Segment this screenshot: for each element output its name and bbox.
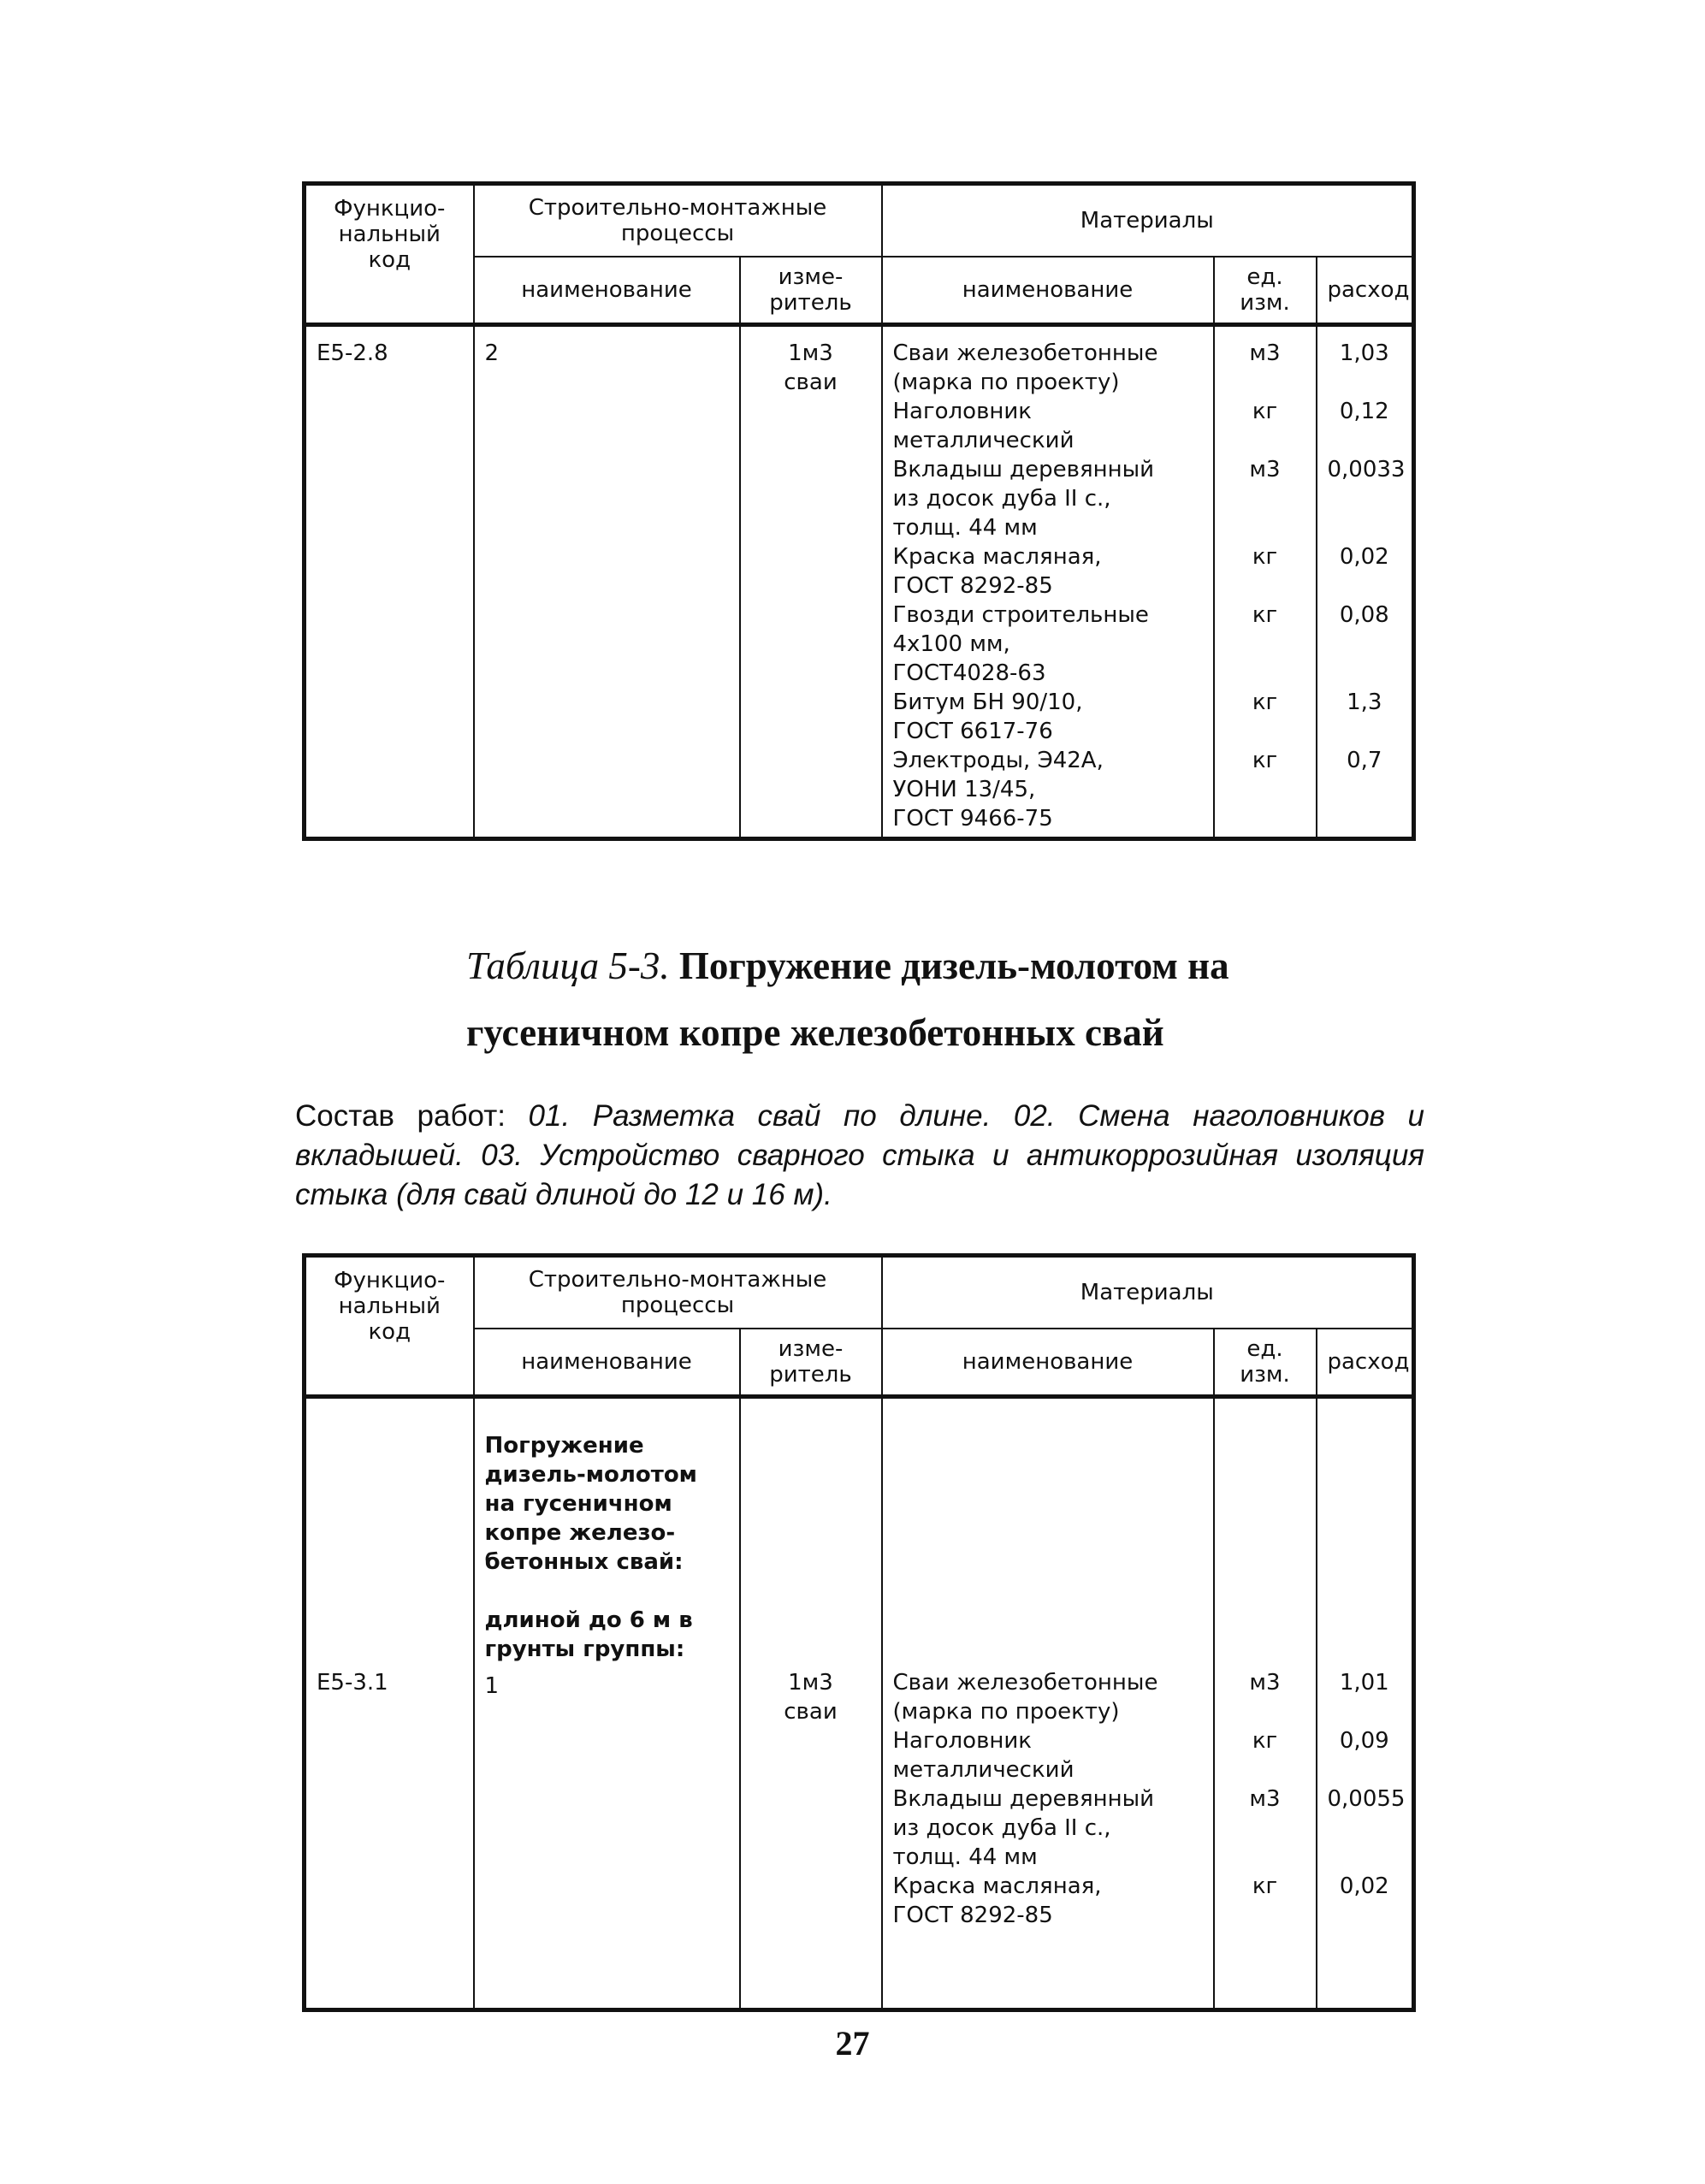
material-line: Вкладыш деревянный [892, 457, 1155, 482]
header-processes-line: процессы [620, 1293, 735, 1318]
unit-value: кг [1252, 748, 1278, 773]
material-line: ГОСТ 9466-75 [892, 806, 1053, 832]
material-item [893, 746, 1203, 833]
header-code-line: нальный [338, 222, 441, 247]
unit-value: кг [1252, 544, 1278, 570]
composition-text: 01. Разметка свай по длине. 02. Смена наголовников и вкладышей. 03. Устройство сварного стыка и антикоррозийная изоляция стыка (для свай длиной до 12 и 16 м). [295, 1099, 1424, 1211]
header-unit-line: ед. [1246, 264, 1283, 290]
material-line: ГОСТ4028-63 [892, 660, 1046, 686]
material-item [893, 1784, 1203, 1872]
units-cell [1214, 1397, 1317, 2010]
quantities-cell [1317, 325, 1414, 839]
header-processes-line: Строительно-монтажные [528, 195, 827, 221]
header-consumption: расход [1317, 257, 1414, 325]
unit-value: кг [1252, 602, 1278, 628]
materials-cell [882, 1397, 1214, 2010]
unit-value: кг [1252, 1728, 1278, 1754]
material-item [893, 542, 1203, 601]
material-line: из досок дуба II с., [892, 486, 1111, 512]
caption-line-1 [466, 932, 1493, 999]
meter-cell [740, 1397, 882, 2010]
qty-value: 0,02 [1339, 1873, 1389, 1899]
work-composition [295, 1097, 1424, 1215]
material-item [893, 1668, 1203, 1726]
qty-value: 1,03 [1339, 340, 1389, 366]
header-materials: Материалы [882, 184, 1414, 257]
process-sub-line: грунты группы: [484, 1637, 685, 1662]
material-line: УОНИ 13/45, [892, 777, 1036, 802]
material-item [893, 1872, 1203, 1930]
material-line: Битум БН 90/10, [892, 690, 1083, 715]
material-line: Наголовник [892, 1728, 1032, 1754]
process-heading-line: Погружение [484, 1433, 644, 1459]
materials-table-5-3 [302, 1253, 1416, 2012]
unit-value: кг [1252, 690, 1278, 715]
units-cell [1214, 325, 1317, 839]
material-item [893, 1726, 1203, 1784]
unit-value: м3 [1249, 1670, 1281, 1696]
header-processes [474, 184, 882, 257]
qty-value: 0,12 [1339, 399, 1389, 424]
materials-cell [882, 325, 1214, 839]
header-meter [740, 1329, 882, 1397]
qty-value: 0,0055 [1327, 1786, 1406, 1812]
material-line: (марка по проекту) [892, 1699, 1120, 1725]
header-material-name: наименование [882, 257, 1214, 325]
material-line: ГОСТ 8292-85 [892, 573, 1053, 599]
header-meter-line: ритель [769, 1362, 852, 1388]
code-cell [305, 1397, 474, 2010]
header-materials: Материалы [882, 1256, 1414, 1329]
qty-value: 0,08 [1339, 602, 1389, 628]
header-processes-line: Строительно-монтажные [528, 1267, 827, 1293]
material-item [893, 397, 1203, 455]
unit-value: м3 [1249, 1786, 1281, 1812]
material-line: Наголовник [892, 399, 1032, 424]
header-processes-line: процессы [620, 221, 735, 246]
page-number: 27 [835, 2024, 870, 2063]
header-meter-line: ритель [769, 290, 852, 316]
header-processes [474, 1256, 882, 1329]
material-item [893, 339, 1203, 397]
header-unit-line: изм. [1240, 290, 1290, 316]
process-heading-line: дизель-молотом [484, 1462, 697, 1488]
table-caption [466, 932, 1493, 1066]
materials-table-5-2 [302, 181, 1416, 841]
header-meter-line: изме- [778, 264, 844, 290]
header-code-line: нальный [338, 1293, 441, 1319]
table-row [305, 325, 1414, 839]
header-consumption: расход [1317, 1329, 1414, 1397]
meter-line: 1м3 [788, 1670, 833, 1696]
meter-line: сваи [784, 370, 838, 395]
material-line: 4х100 мм, [892, 631, 1010, 657]
caption-title-1: Погружение дизель-молотом на [678, 944, 1229, 987]
unit-value: кг [1252, 1873, 1278, 1899]
meter-line: 1м3 [788, 340, 833, 366]
material-line: (марка по проекту) [892, 370, 1120, 395]
header-process-name: наименование [474, 257, 740, 325]
material-line: Сваи железобетонные [892, 1670, 1158, 1696]
material-line: толщ. 44 мм [892, 515, 1038, 541]
header-code-line: код [368, 247, 411, 273]
material-item [893, 688, 1203, 746]
code-value: Е5-3.1 [317, 1670, 388, 1696]
meter-cell [740, 325, 882, 839]
material-line: ГОСТ 8292-85 [892, 1903, 1053, 1928]
header-unit [1214, 1329, 1317, 1397]
material-line: Краска масляная, [892, 1873, 1102, 1899]
unit-value: кг [1252, 399, 1278, 424]
process-heading [485, 1431, 729, 1664]
process-heading-line: бетонных свай: [484, 1549, 684, 1575]
material-item [893, 455, 1203, 542]
material-line: металлический [892, 428, 1075, 453]
header-unit [1214, 257, 1317, 325]
qty-value: 0,09 [1339, 1728, 1389, 1754]
material-line: металлический [892, 1757, 1075, 1783]
code-cell: Е5-2.8 [305, 325, 474, 839]
meter-line: сваи [784, 1699, 838, 1725]
table-row [305, 1397, 1414, 2010]
header-code [305, 184, 474, 325]
process-heading-line: на гусеничном [484, 1491, 672, 1517]
header-unit-line: изм. [1240, 1362, 1290, 1388]
header-material-name: наименование [882, 1329, 1214, 1397]
material-line: Вкладыш деревянный [892, 1786, 1155, 1812]
material-line: Сваи железобетонные [892, 340, 1158, 366]
header-code [305, 1256, 474, 1397]
header-code-line: Функцио- [334, 196, 446, 222]
material-item [893, 601, 1203, 688]
header-unit-line: ед. [1246, 1336, 1283, 1362]
header-code-line: код [368, 1319, 411, 1345]
quantities-cell [1317, 1397, 1414, 2010]
process-sub-line: длиной до 6 м в [484, 1607, 693, 1633]
qty-value: 0,02 [1339, 544, 1389, 570]
process-heading-line: копре железо- [484, 1520, 676, 1546]
qty-value: 0,7 [1347, 748, 1382, 773]
material-line: толщ. 44 мм [892, 1844, 1038, 1870]
unit-value: м3 [1249, 457, 1281, 482]
header-process-name: наименование [474, 1329, 740, 1397]
caption-title-2: гусеничном копре железобетонных свай [466, 1011, 1164, 1054]
caption-label: Таблица 5-3. [466, 944, 670, 987]
material-line: из досок дуба II с., [892, 1815, 1111, 1841]
header-meter [740, 257, 882, 325]
header-meter-line: изме- [778, 1336, 844, 1362]
process-cell: 2 [474, 325, 740, 839]
composition-lead: Состав работ: [295, 1099, 529, 1133]
qty-value: 0,0033 [1327, 457, 1406, 482]
material-line: Гвозди строительные [892, 602, 1149, 628]
qty-value: 1,3 [1347, 690, 1382, 715]
material-line: Электроды, Э42А, [892, 748, 1104, 773]
material-line: ГОСТ 6617-76 [892, 719, 1053, 744]
process-cell [474, 1397, 740, 2010]
process-value: 1 [484, 1673, 500, 1699]
unit-value: м3 [1249, 340, 1281, 366]
material-line: Краска масляная, [892, 544, 1102, 570]
header-code-line: Функцио- [334, 1268, 446, 1293]
qty-value: 1,01 [1339, 1670, 1389, 1696]
